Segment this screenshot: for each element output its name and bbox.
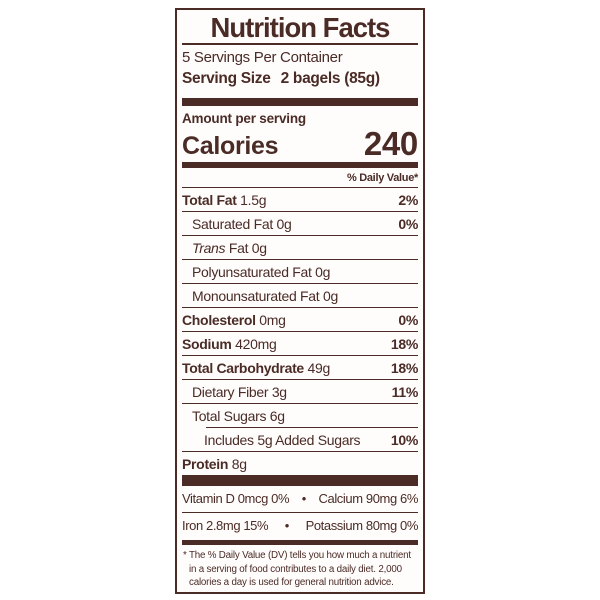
micronutrient-row-1 xyxy=(182,486,418,513)
nutrient-row-protein xyxy=(182,452,418,475)
nutrition-facts-label xyxy=(175,8,425,594)
nutrient-name: Total Carbohydrate xyxy=(182,359,304,376)
trans-italic: Trans xyxy=(192,239,226,256)
calories-value: 240 xyxy=(363,125,418,162)
micronutrient-left: Iron 2.8mg 15% xyxy=(182,518,269,533)
micronutrient-left: Vitamin D 0mcg 0% xyxy=(182,491,290,506)
nutrient-dv: 11% xyxy=(391,383,418,400)
calories-label: Calories xyxy=(182,132,279,160)
serving-size-row xyxy=(182,68,418,89)
amount-per-serving-label: Amount per serving xyxy=(182,111,306,126)
nutrient-row-monounsaturated-fat xyxy=(182,284,418,308)
nutrient-row-saturated-fat xyxy=(182,212,418,236)
nutrient-name: Total Fat xyxy=(182,191,237,208)
nutrient-amount: Monounsaturated Fat 0g xyxy=(192,287,338,304)
nutrient-row-polyunsaturated-fat xyxy=(182,260,418,284)
nutrient-name: Protein xyxy=(182,455,229,472)
nutrient-row-total-sugars xyxy=(182,404,418,427)
daily-value-footnote: * The % Daily Value (DV) tells you how much a nutrient in a serving of food contributes to a daily diet. 2,000 calories a day is used for general nutrition advice. xyxy=(183,550,411,588)
calories-row xyxy=(182,127,418,160)
title-rule xyxy=(182,43,418,45)
nutrient-row-total-carbohydrate xyxy=(182,356,418,380)
thick-bar-below-protein xyxy=(182,475,418,486)
nutrient-dv: 10% xyxy=(390,431,418,448)
nutrient-dv: 18% xyxy=(390,359,418,376)
label-title: Nutrition Facts xyxy=(210,12,390,43)
serving-size-value: 2 bagels (85g) xyxy=(280,70,380,87)
nutrient-row-added-sugars xyxy=(182,428,418,452)
nutrient-amount: 0mg xyxy=(255,311,286,328)
nutrient-row-cholesterol xyxy=(182,308,418,332)
nutrient-name: Sodium xyxy=(182,335,232,352)
thick-bar-top xyxy=(182,98,418,106)
micronutrient-row-2 xyxy=(182,513,418,539)
nutrient-amount: 420mg xyxy=(231,335,277,352)
nutrient-row-sodium xyxy=(182,332,418,356)
nutrient-amount: 49g xyxy=(303,359,330,376)
nutrient-row-total-fat xyxy=(182,188,418,212)
nutrient-amount: Includes 5g Added Sugars xyxy=(204,431,361,448)
nutrient-amount: Saturated Fat 0g xyxy=(192,215,292,232)
nutrient-dv: 18% xyxy=(390,335,418,352)
servings-per-container: 5 Servings Per Container xyxy=(182,49,343,66)
nutrient-row-dietary-fiber xyxy=(182,380,418,404)
micronutrient-right: Potassium 80mg 0% xyxy=(305,518,418,533)
nutrient-amount: Polyunsaturated Fat 0g xyxy=(192,263,331,280)
nutrient-amount: 1.5g xyxy=(236,191,267,208)
nutrient-amount: Dietary Fiber 3g xyxy=(192,383,287,400)
nutrient-amount: Total Sugars 6g xyxy=(192,407,285,424)
nutrient-dv: 0% xyxy=(398,215,418,232)
nutrient-amount: Fat 0g xyxy=(225,239,267,256)
nutrient-dv: 2% xyxy=(398,191,418,208)
micronutrient-right: Calcium 90mg 6% xyxy=(318,491,418,506)
daily-value-header: % Daily Value* xyxy=(182,168,418,188)
nutrient-name: Cholesterol xyxy=(182,311,256,328)
nutrient-amount: 8g xyxy=(228,455,247,472)
bullet-separator: • xyxy=(301,491,306,506)
bullet-separator: • xyxy=(284,518,289,533)
nutrient-row-trans-fat xyxy=(182,236,418,260)
serving-size-label: Serving Size xyxy=(182,70,271,87)
nutrient-dv: 0% xyxy=(398,311,418,328)
